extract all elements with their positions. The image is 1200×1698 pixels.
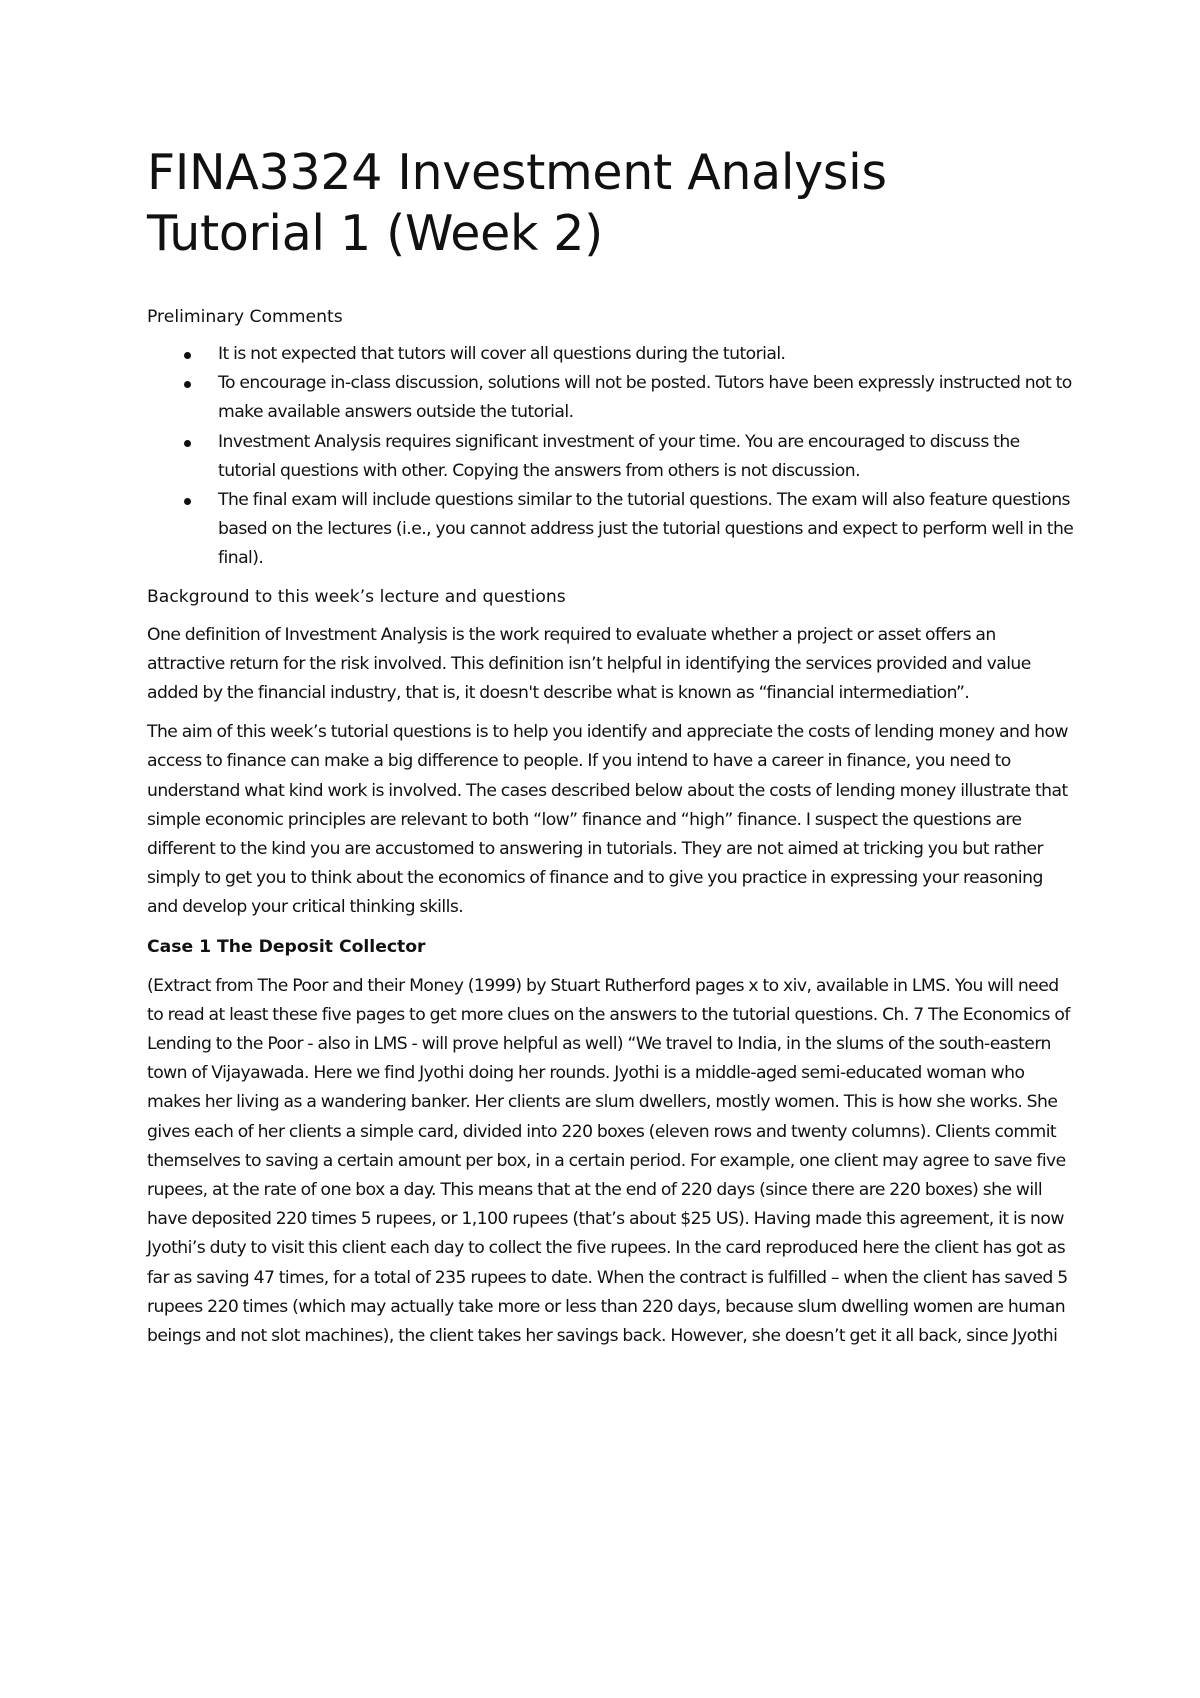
background-paragraph-1: One definition of Investment Analysis is the work required to evaluate whether a project or asset offers an attractive return for the risk involved. This definition isn’t helpful in identifying the services provided and value added by the financial industry, that is, it doesn't describe what is known as “financial intermediation”. [147,624,1031,704]
preliminary-heading: Preliminary Comments [147,307,343,327]
preliminary-list [147,340,1077,574]
list-item [147,369,1077,427]
bullet-icon [184,440,191,447]
background-paragraph-2: The aim of this week’s tutorial questions is to help you identify and appreciate the costs of lending money and how access to finance can make a big difference to people. If you intend to have a career in finance, you need to understand what kind work is involved. The cases described below about the costs of lending money illustrate that simple economic principles are relevant to both “low” finance and “high” finance. I suspect the questions are different to the kind you are accustomed to answering in tutorials. They are not aimed at tricking you but rather simply to get you to think about the economics of finance and to give you practice in expressing your reasoning and develop your critical thinking skills. [147,722,1068,918]
title-line-1: FINA3324 Investment Analysis [147,144,887,201]
list-item [147,486,1077,574]
list-item-text: The final exam will include questions similar to the tutorial questions. The exam will also feature questions based on the lectures (i.e., you cannot address just the tutorial questions and expect to perform well in the final). [218,490,1074,569]
list-item-text: Investment Analysis requires significant investment of your time. You are encouraged to discuss the tutorial questions with other. Copying the answers from others is not discussion. [218,431,1020,481]
title-line-2: Tutorial 1 (Week 2) [147,205,603,262]
list-item-text: It is not expected that tutors will cover all questions during the tutorial. [218,344,786,364]
list-item [147,428,1077,486]
bullet-icon [184,352,191,359]
bullet-icon [184,498,191,505]
background-heading: Background to this week’s lecture and questions [147,586,566,607]
case-1-body: (Extract from The Poor and their Money (1999) by Stuart Rutherford pages x to xiv, available in LMS. You will need to read at least these five pages to get more clues on the answers to the tutorial questions. Ch. 7 The Economics of Lending to the Poor - also in LMS - will prove helpful as well) “We travel to India, in the slums of the south-eastern town of Vijayawada. Here we find Jyothi doing her rounds. Jyothi is a middle-aged semi-educated woman who makes her living as a wandering banker. Her clients are slum dwellers, mostly women. This is how she works. She gives each of her clients a simple card, divided into 220 boxes (eleven rows and twenty columns). Clients commit themselves to saving a certain amount per box, in a certain period. For example, one client may agree to save five rupees, at the rate of one box a day. This means that at the end of 220 days (since there are 220 boxes) she will have deposited 220 times 5 rupees, or 1,100 rupees (that’s about $25 US). Having made this agreement, it is now Jyothi’s duty to visit this client each day to collect the five rupees. In the card reproduced here the client has got as far as saving 47 times, for a total of 235 rupees to date. When the contract is fulfilled – when the client has saved 5 rupees 220 times (which may actually take more or less than 220 days, because slum dwelling women are human beings and not slot machines), the client takes her savings back. However, she doesn’t get it all back, since Jyothi [147,975,1070,1347]
document-page [147,142,1077,1351]
document-title [147,142,1077,264]
list-item [147,340,1077,369]
case-1-heading: Case 1 The Deposit Collector [147,936,426,957]
bullet-icon [184,381,191,388]
list-item-text: To encourage in-class discussion, solutions will not be posted. Tutors have been expressly instructed not to make available answers outside the tutorial. [218,373,1072,423]
